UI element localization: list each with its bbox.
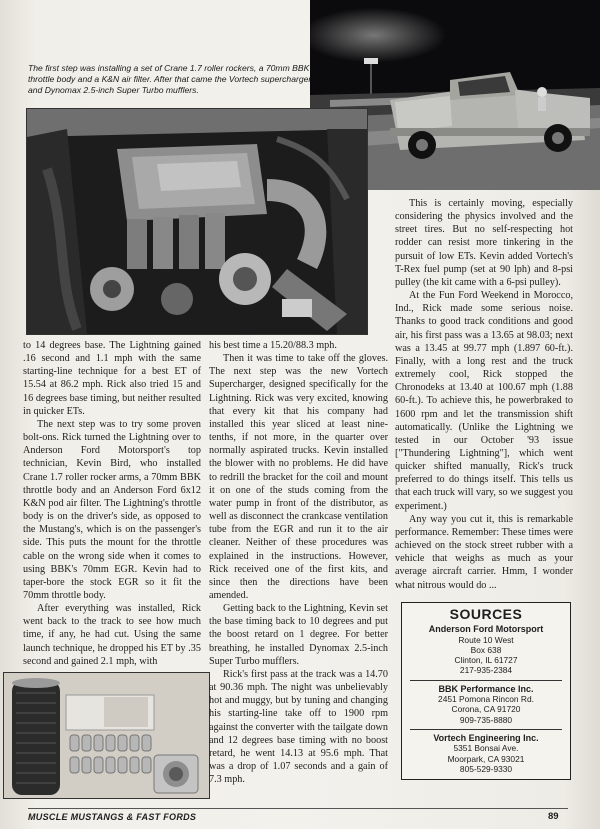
magazine-title: MUSCLE MUSTANGS & FAST FORDS (28, 812, 197, 822)
source-name: BBK Performance Inc. (438, 683, 534, 694)
article-column-left (23, 339, 201, 668)
source-entry (402, 624, 570, 675)
page-number: 89 (548, 811, 559, 822)
source-line: Moorpark, CA 93021 (447, 753, 525, 764)
divider (410, 680, 562, 681)
engine-bay-photo (26, 108, 368, 335)
sources-box (401, 602, 571, 780)
source-line: 217-935-2384 (459, 665, 513, 676)
faded-headline-bleed (30, 30, 38, 61)
article-paragraph: This is certainly moving, especially considering the physics involved and the street tires. But no self-respecting hot rodder can resist more tinkering in the pursuit of low ETs. Kevin added Vortech's T-Rex fuel pump (set at 90 lph) and 8-psi pulley (the kit came with a 6-psi pulley). (395, 198, 573, 288)
photo-caption: The first step was installing a set of Crane 1.7 roller rockers, a 70mm BBK throttle body and a K&N air filter. After that came the Vortech supercharger and Dynomax 2.5-inch Super Turbo mufflers. (28, 63, 312, 95)
source-line: 5351 Bonsai Ave. (453, 743, 519, 754)
source-line: Box 638 (470, 644, 502, 655)
article-paragraph: Rick's first pass at the track was a 14.70 at 90.36 mph. The night was unbelievably hot and muggy, but by tuning and changing his starting-line take off to 1900 rpm against the converter with the tailgate down and 12 degrees base timing with no boost retard, he went 14.13 at 95.6 mph. That was a drop of 1.07 seconds and a gain of 7.3 mph. (209, 668, 388, 786)
article-column-right (395, 197, 573, 592)
sources-title: SOURCES (449, 606, 523, 622)
source-line: 2451 Pomona Rincon Rd. (438, 694, 534, 705)
article-column-middle (209, 339, 388, 786)
article-paragraph: At the Fun Ford Weekend in Morocco, Ind., Rick made some serious noise. Thanks to good track conditions and good air, his first pass was a 13.65 at 98.03; next was a 13.45 at 99.77 mph (1.897 60-ft.). Finally, with a long rest and the truck extremely cool, Rick stopped the Chronodeks at 13.40 at 100.67 mph (1.88 60-ft.). To achieve this, he powerbraked to 1600 rpm and let the transmission shift automatically. (Unlike the Lightning we tested in our October '93 issue ["Thundering Lightning"], which went quicker shifted manually, Rick's truck preferred to do things itself. This tells us that each truck will vary, so we suggest you experiment.) (395, 290, 573, 512)
source-line: 909-735-8880 (459, 714, 513, 725)
source-entry (402, 684, 570, 725)
source-line: Route 10 West (458, 634, 514, 645)
source-line: Clinton, IL 61727 (454, 655, 518, 666)
parts-photo (3, 672, 210, 799)
article-paragraph: After everything was installed, Rick went back to the track to see how much time, if any, he had cut. Using the same launch technique, he dropped his ET by .35 second and gained 2.1 mph, with (23, 603, 201, 667)
article-paragraph: his best time a 15.20/88.3 mph. (209, 340, 337, 351)
divider (410, 729, 562, 730)
article-paragraph: The next step was to try some proven bolt-ons. Rick turned the Lightning over to Anderson Ford Motorsport's top technician, Kevin Bird, who installed Crane 1.7 roller rocker arms, a 70mm BBK throttle body and an Anderson Ford 6x12 K&N pod air filter. The Lightning's throttle body is on the driver's side, as opposed to the Mustang's, which is on the passenger's side. This puts the mount for the throttle cable on the wrong side when it comes to using BBK's 70mm EGR. Kevin had to taper-bore the stock EGR so it fit the 70mm throttle body. (23, 418, 201, 601)
source-line: Corona, CA 91720 (451, 704, 521, 715)
source-line: 805-529-9330 (459, 763, 513, 774)
footer-divider (28, 808, 568, 809)
article-paragraph: Then it was time to take off the gloves. The next step was the new Vortech Supercharger, designed specifically for the Lightning. Rick was very excited, knowing that every kit that his company had installed this year sliced at least nine-tenths, if not more, in the quarter over normally aspirated trucks. Kevin installed the blower with no problems. He did have to redrill the bracket for the coil and mount it on one of the studs coming from the water pump in front of the distributor, as well as disconnect the crankcase ventilation tube from the EGR and run it to the air cleaner. Neither of these procedures was explained in the instructions. However, Rick received one of the first kits, and since then the directions have been amended. (209, 353, 388, 601)
source-entry (402, 733, 570, 774)
article-paragraph: Any way you cut it, this is remarkable performance. Remember: These times were achieved on the stock street rubber with a vehicle that weighs as much as your average aircraft carrier. Hmm, I wonder what nitrous would do ... (395, 513, 573, 591)
source-name: Vortech Engineering Inc. (433, 732, 539, 743)
article-paragraph: Getting back to the Lightning, Kevin set the base timing back to 10 degrees and put the boost retard on 1 degree. For better breathing, he installed Dynomax 2.5-inch Super Turbo mufflers. (209, 603, 388, 667)
article-paragraph: to 14 degrees base. The Lightning gained .16 second and 1.1 mph with the same starting-line technique for a best ET of 15.54 at 86.2 mph. Rick also tried 15 and 16 degrees base timing, but neither resulted in quicker ETs. (23, 340, 201, 417)
source-name: Anderson Ford Motorsport (428, 624, 544, 635)
